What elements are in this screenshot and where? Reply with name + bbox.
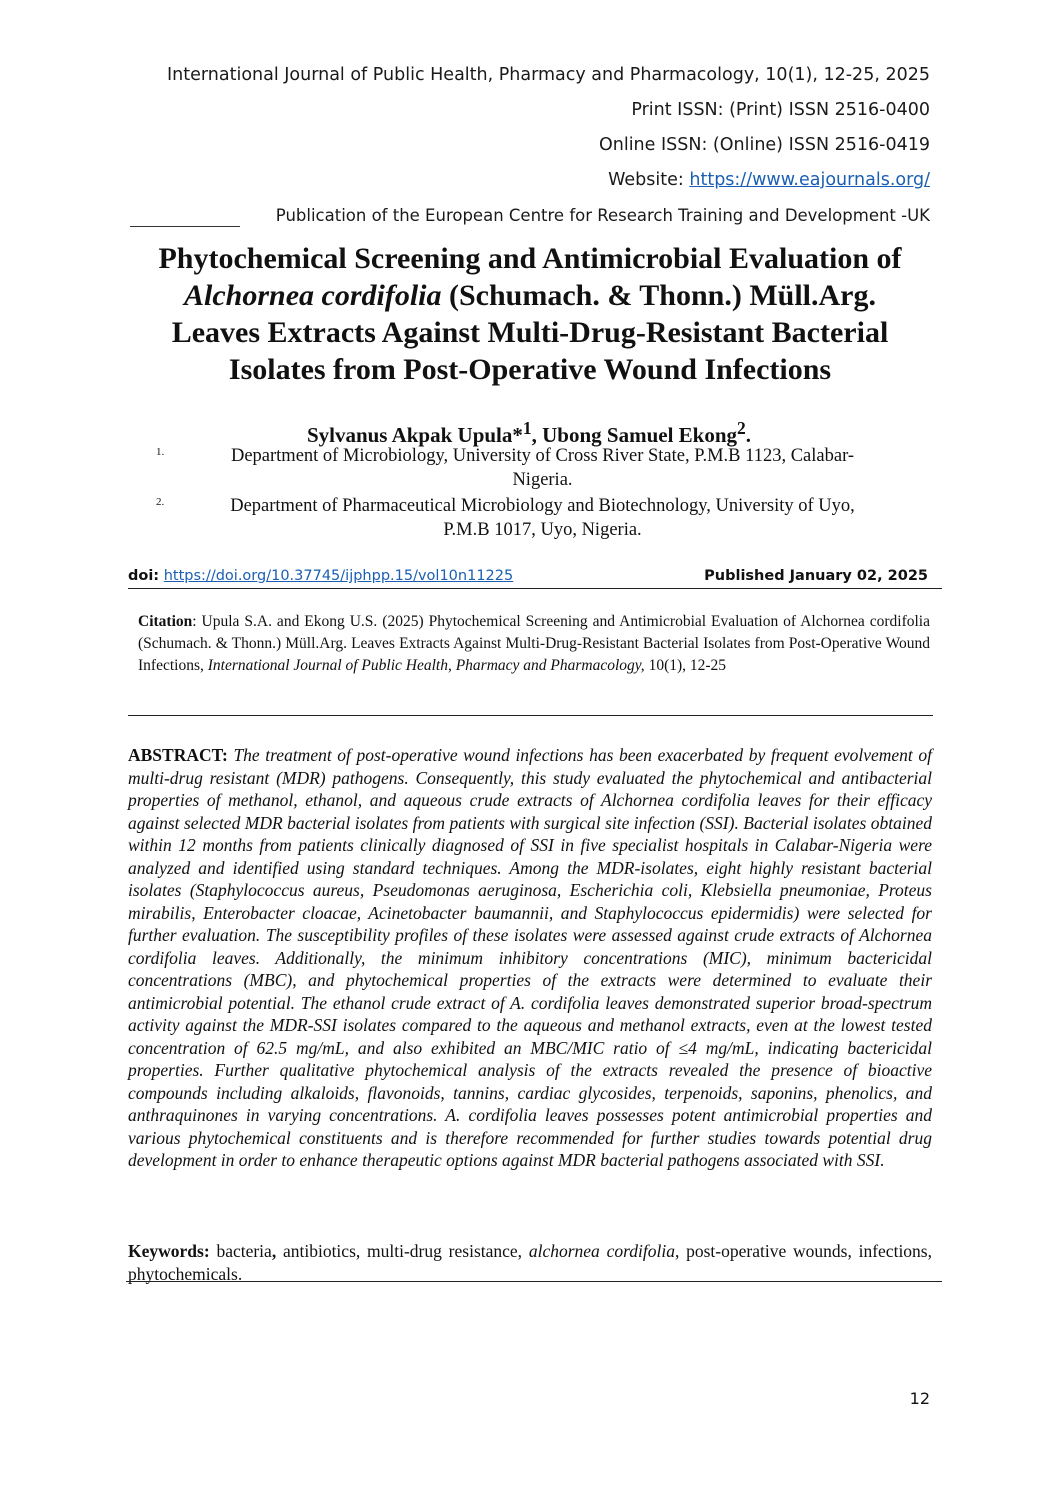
- affiliation-1-line-2: Nigeria.: [512, 470, 573, 490]
- abstract: [128, 744, 932, 1172]
- author-end: .: [745, 423, 752, 447]
- affiliation-1: [175, 444, 910, 492]
- affiliation-2-number: 2.: [156, 496, 165, 508]
- keyword-1-comma: ,: [271, 1241, 277, 1261]
- author-2: Ubong Samuel Ekong: [542, 423, 738, 447]
- title-line-1: Phytochemical Screening and Antimicrobial Evaluation of: [158, 242, 902, 275]
- journal-line: International Journal of Public Health, Pharmacy and Pharmacology, 10(1), 12-25, 2025: [167, 65, 930, 85]
- abstract-text: The treatment of post-operative wound infections has been exacerbated by frequent evolvement of multi-drug resistant (MDR) pathogens. Consequently, this study evaluated the phytochemical and antibacterial properties of methanol, ethanol, and aqueous crude extracts of Alchornea cordifolia leaves for their efficacy against selected MDR bacterial isolates from patients with surgical site infection (SSI). Bacterial isolates obtained within 12 months from patients clinically diagnosed of SSI in five specialist hospitals in Calabar-Nigeria were analyzed and identified using standard techniques. Among the MDR-isolates, eight highly resistant bacterial isolates (Staphylococcus aureus, Pseudomonas aeruginosa, Escherichia coli, Klebsiella pneumoniae, Proteus mirabilis, Enterobacter cloacae, Acinetobacter baumannii, and Staphylococcus epidermidis) were selected for further evaluation. The susceptibility profiles of these isolates were assessed against crude extracts of Alchornea cordifolia leaves. Additionally, the minimum inhibitory concentrations (MIC), minimum bactericidal concentrations (MBC), and phytochemical properties of the extracts were determined to evaluate their antimicrobial potential. The ethanol crude extract of A. cordifolia leaves demonstrated superior broad-spectrum activity against the MDR-SSI isolates compared to the aqueous and methanol extracts, even at the lowest tested concentration of 62.5 mg/mL, and also exhibited an MBC/MIC ratio of ≤4 mg/mL, indicating bactericidal properties. Further qualitative phytochemical analysis of the extracts revealed the presence of bioactive compounds including alkaloids, flavonoids, tannins, cardiac glycosides, terpenoids, saponins, phenolics, and anthraquinones in varying concentrations. A. cordifolia leaves possesses potent antimicrobial properties and various phytochemical constituents and is therefore recommended for further studies towards potential drug development in order to enhance therapeutic options against MDR bacterial pathogens associated with SSI.: [128, 745, 932, 1170]
- title-line-2: (Schumach. & Thonn.) Müll.Arg.: [441, 279, 877, 312]
- website-link[interactable]: https://www.eajournals.org/: [689, 170, 930, 190]
- keyword-1: bacteria: [209, 1241, 272, 1261]
- citation-journal: International Journal of Public Health, Pharmacy and Pharmacology,: [207, 657, 645, 674]
- print-issn: Print ISSN: (Print) ISSN 2516-0400: [631, 100, 930, 120]
- keywords: [128, 1240, 932, 1285]
- doi-row: [128, 568, 942, 589]
- abstract-label: ABSTRACT:: [128, 745, 228, 765]
- keywords-rule: [126, 1281, 942, 1282]
- publication-line: Publication of the European Centre for Research Training and Development -UK: [275, 206, 930, 225]
- affiliation-2: [175, 494, 910, 542]
- doi-link[interactable]: https://doi.org/10.37745/ijphpp.15/vol10n11225: [163, 568, 514, 584]
- affiliation-1-number: 1.: [156, 446, 165, 458]
- affiliation-2-line-1: Department of Pharmaceutical Microbiology and Biotechnology, University of Uyo,: [230, 496, 855, 516]
- header-rule: [130, 226, 240, 227]
- published-date: Published January 02, 2025: [704, 568, 928, 584]
- paper-title: [100, 240, 960, 388]
- keywords-list-b: , post-operative wounds, infections, phytochemicals.: [128, 1241, 932, 1284]
- doi-label: doi:: [128, 568, 160, 584]
- keyword-species: alchornea cordifolia: [528, 1241, 675, 1261]
- title-line-3: Leaves Extracts Against Multi-Drug-Resistant Bacterial: [171, 316, 889, 349]
- citation-rule: [128, 715, 933, 716]
- keywords-label: Keywords:: [128, 1241, 210, 1261]
- author-1: Sylvanus Akpak Upula*: [306, 423, 523, 447]
- author-1-affiliation: 1: [522, 418, 532, 438]
- title-line-4: Isolates from Post-Operative Wound Infections: [228, 353, 832, 386]
- affiliation-1-line-1: Department of Microbiology, University of Cross River State, P.M.B 1123, Calabar-: [230, 446, 855, 466]
- website-label: Website:: [608, 170, 684, 190]
- citation-text: : Upula S.A. and Ekong U.S. (2025) Phytochemical Screening and Antimicrobial Evaluation of Alchornea cordifolia (Schumach. & Thonn.) Müll.Arg. Leaves Extracts Against Multi-Drug-Resistant Bacterial Isolates from Post-Operative Wound Infections,: [138, 613, 930, 674]
- page-number: 12: [909, 1389, 930, 1408]
- affiliation-2-line-2: P.M.B 1017, Uyo, Nigeria.: [443, 520, 642, 540]
- website-line: [608, 170, 930, 190]
- citation: [138, 611, 930, 677]
- citation-tail: 10(1), 12-25: [644, 657, 727, 674]
- citation-label: Citation: [138, 613, 193, 630]
- title-species: Alchornea cordifolia: [183, 279, 442, 312]
- online-issn: Online ISSN: (Online) ISSN 2516-0419: [598, 135, 930, 155]
- author-2-affiliation: 2: [737, 418, 746, 438]
- keywords-list-a: antibiotics, multi-drug resistance,: [276, 1241, 529, 1261]
- author-separator: ,: [531, 423, 543, 447]
